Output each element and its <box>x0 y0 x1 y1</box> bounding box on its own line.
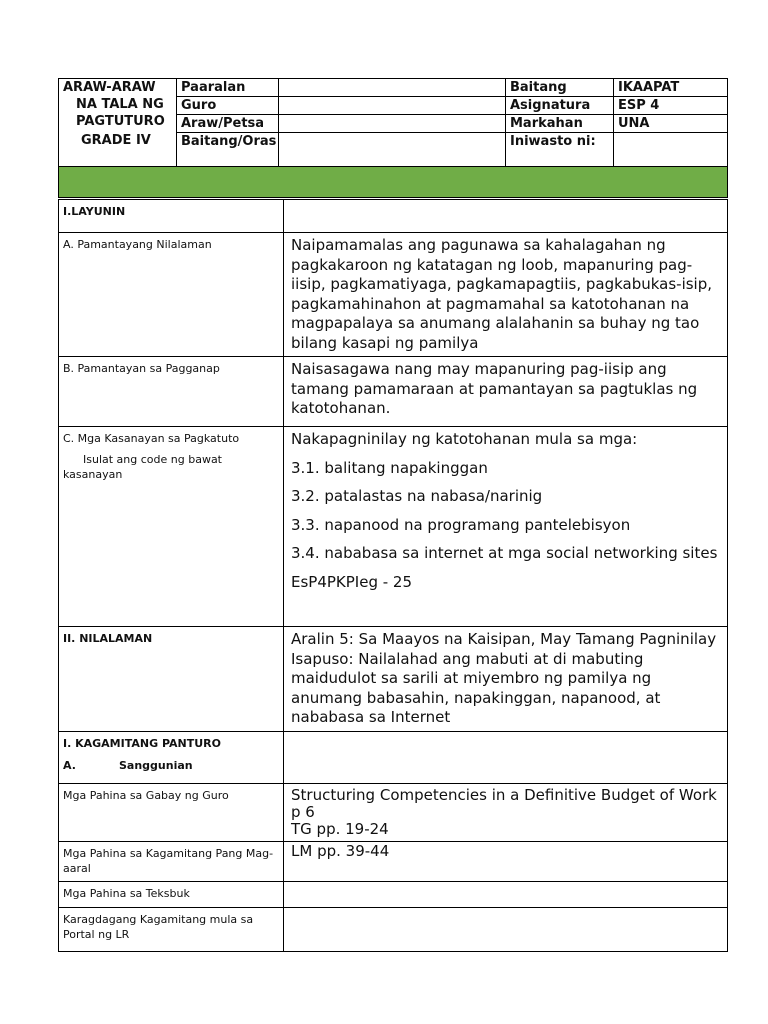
kasanayan-line: 3.1. balitang napakinggan <box>291 458 488 477</box>
kagamitan-row <box>59 731 728 783</box>
sanggunian-letter: A. <box>63 758 76 772</box>
guro-value <box>279 97 506 115</box>
kasanayan-label-cell <box>59 427 284 627</box>
gabay-guro-line: Structuring Competencies in a Definitive Budget of Work p 6 <box>291 785 717 821</box>
pamantayan-pagganap-row <box>59 357 728 427</box>
gabay-guro-label: Mga Pahina sa Gabay ng Guro <box>59 783 284 841</box>
kasanayan-label: C. Mga Kasanayan sa Pagkatuto <box>63 432 240 445</box>
gabay-guro-row <box>59 783 728 841</box>
araw-petsa-value <box>279 115 506 133</box>
kagamitan-label-cell <box>59 731 284 783</box>
nilalaman-value: Aralin 5: Sa Maayos na Kaisipan, May Tamang Pagninilay Isapuso: Nailalahad ang mabuti at di mabuting maidudulot sa sarili at miyembro ng pamilya ng anumang babasahin, napakinggan, napanood, at nababasa sa Internet <box>284 627 728 732</box>
gabay-guro-value-cell <box>284 783 728 841</box>
portal-value <box>284 907 728 951</box>
sanggunian-heading <box>63 758 279 773</box>
pamantayang-nilalaman-value: Naipamamalas ang pagunawa sa kahalagahan ng pagkakaroon ng katatagan ng loob, mapanuring pag-iisip, pagkamatiyaga, pagkamapagtiis, pagkabukas-isip, pagkamahinahon at pagmamahal sa katotohanan na magpapalaya sa anumang alalahanin sa buhay ng tao bilang kasapi ng pamilya <box>284 233 728 357</box>
green-band-row <box>59 167 728 198</box>
markahan-label: Markahan <box>506 115 614 133</box>
teksbuk-label: Mga Pahina sa Teksbuk <box>59 881 284 907</box>
kasanayan-line: Nakapagninilay ng katotohanan mula sa mga: <box>291 430 638 448</box>
asignatura-value: ESP 4 <box>614 97 728 115</box>
araw-petsa-label: Araw/Petsa <box>177 115 279 133</box>
baitang-oras-value <box>279 133 506 167</box>
doc-title-line: PAGTUTURO <box>76 114 165 129</box>
doc-title-cell <box>59 79 177 167</box>
kasanayan-row <box>59 427 728 627</box>
markahan-value: UNA <box>614 115 728 133</box>
iniwasto-value <box>614 133 728 167</box>
pamantayan-pagganap-label: B. Pamantayan sa Pagganap <box>59 357 284 427</box>
kasanayan-code: EsP4PKPIeg - 25 <box>291 572 413 591</box>
teksbuk-row <box>59 881 728 907</box>
gabay-guro-line: TG pp. 19-24 <box>291 819 389 838</box>
kasanayan-line: 3.2. patalastas na nabasa/narinig <box>291 487 543 505</box>
guro-label: Guro <box>177 97 279 115</box>
layunin-value <box>284 200 728 233</box>
portal-label: Karagdagang Kagamitang mula sa Portal ng LR <box>59 907 284 951</box>
kagamitan-label: I. KAGAMITANG PANTURO <box>63 736 221 750</box>
layunin-row <box>59 200 728 233</box>
green-band <box>59 167 728 198</box>
nilalaman-row <box>59 627 728 732</box>
kasanayan-sublabel <box>63 452 279 482</box>
kagamitang-magaaral-row <box>59 841 728 881</box>
kasanayan-line: 3.3. napanood na programang pantelebisyon <box>291 515 631 534</box>
paaralan-value <box>279 79 506 97</box>
doc-title-line: ARAW-ARAW <box>63 80 156 95</box>
baitang-value: IKAAPAT <box>614 79 728 97</box>
baitang-label: Baitang <box>506 79 614 97</box>
pamantayan-pagganap-value: Naisasagawa nang may mapanuring pag-iisip ang tamang pamamaraan at pamantayan sa pagtuklas ng katotohanan. <box>284 357 728 427</box>
kagamitan-value <box>284 731 728 783</box>
sanggunian-label: Sanggunian <box>119 758 193 772</box>
kagamitang-magaaral-label: Mga Pahina sa Kagamitang Pang Mag-aaral <box>59 841 284 881</box>
iniwasto-label: Iniwasto ni: <box>506 133 614 167</box>
kasanayan-line: 3.4. nababasa sa internet at mga social networking sites <box>291 544 718 562</box>
lesson-plan-body-table <box>58 199 728 952</box>
kagamitang-magaaral-value: LM pp. 39-44 <box>284 841 728 881</box>
nilalaman-label: II. NILALAMAN <box>59 627 284 732</box>
kasanayan-value-cell <box>284 427 728 627</box>
paaralan-label: Paaralan <box>177 79 279 97</box>
teksbuk-value <box>284 881 728 907</box>
pamantayang-nilalaman-label: A. Pamantayang Nilalaman <box>59 233 284 357</box>
header-row <box>59 79 728 97</box>
pamantayang-nilalaman-row <box>59 233 728 357</box>
layunin-label: I.LAYUNIN <box>59 200 284 233</box>
portal-row <box>59 907 728 951</box>
asignatura-label: Asignatura <box>506 97 614 115</box>
doc-grade: GRADE IV <box>81 133 151 148</box>
lesson-plan-header-table <box>58 78 728 198</box>
kasanayan-sublabel-text: Isulat ang code ng bawat kasanayan <box>63 453 222 481</box>
doc-title-line: NA TALA NG <box>76 97 164 112</box>
baitang-oras-label: Baitang/Oras <box>177 133 279 167</box>
